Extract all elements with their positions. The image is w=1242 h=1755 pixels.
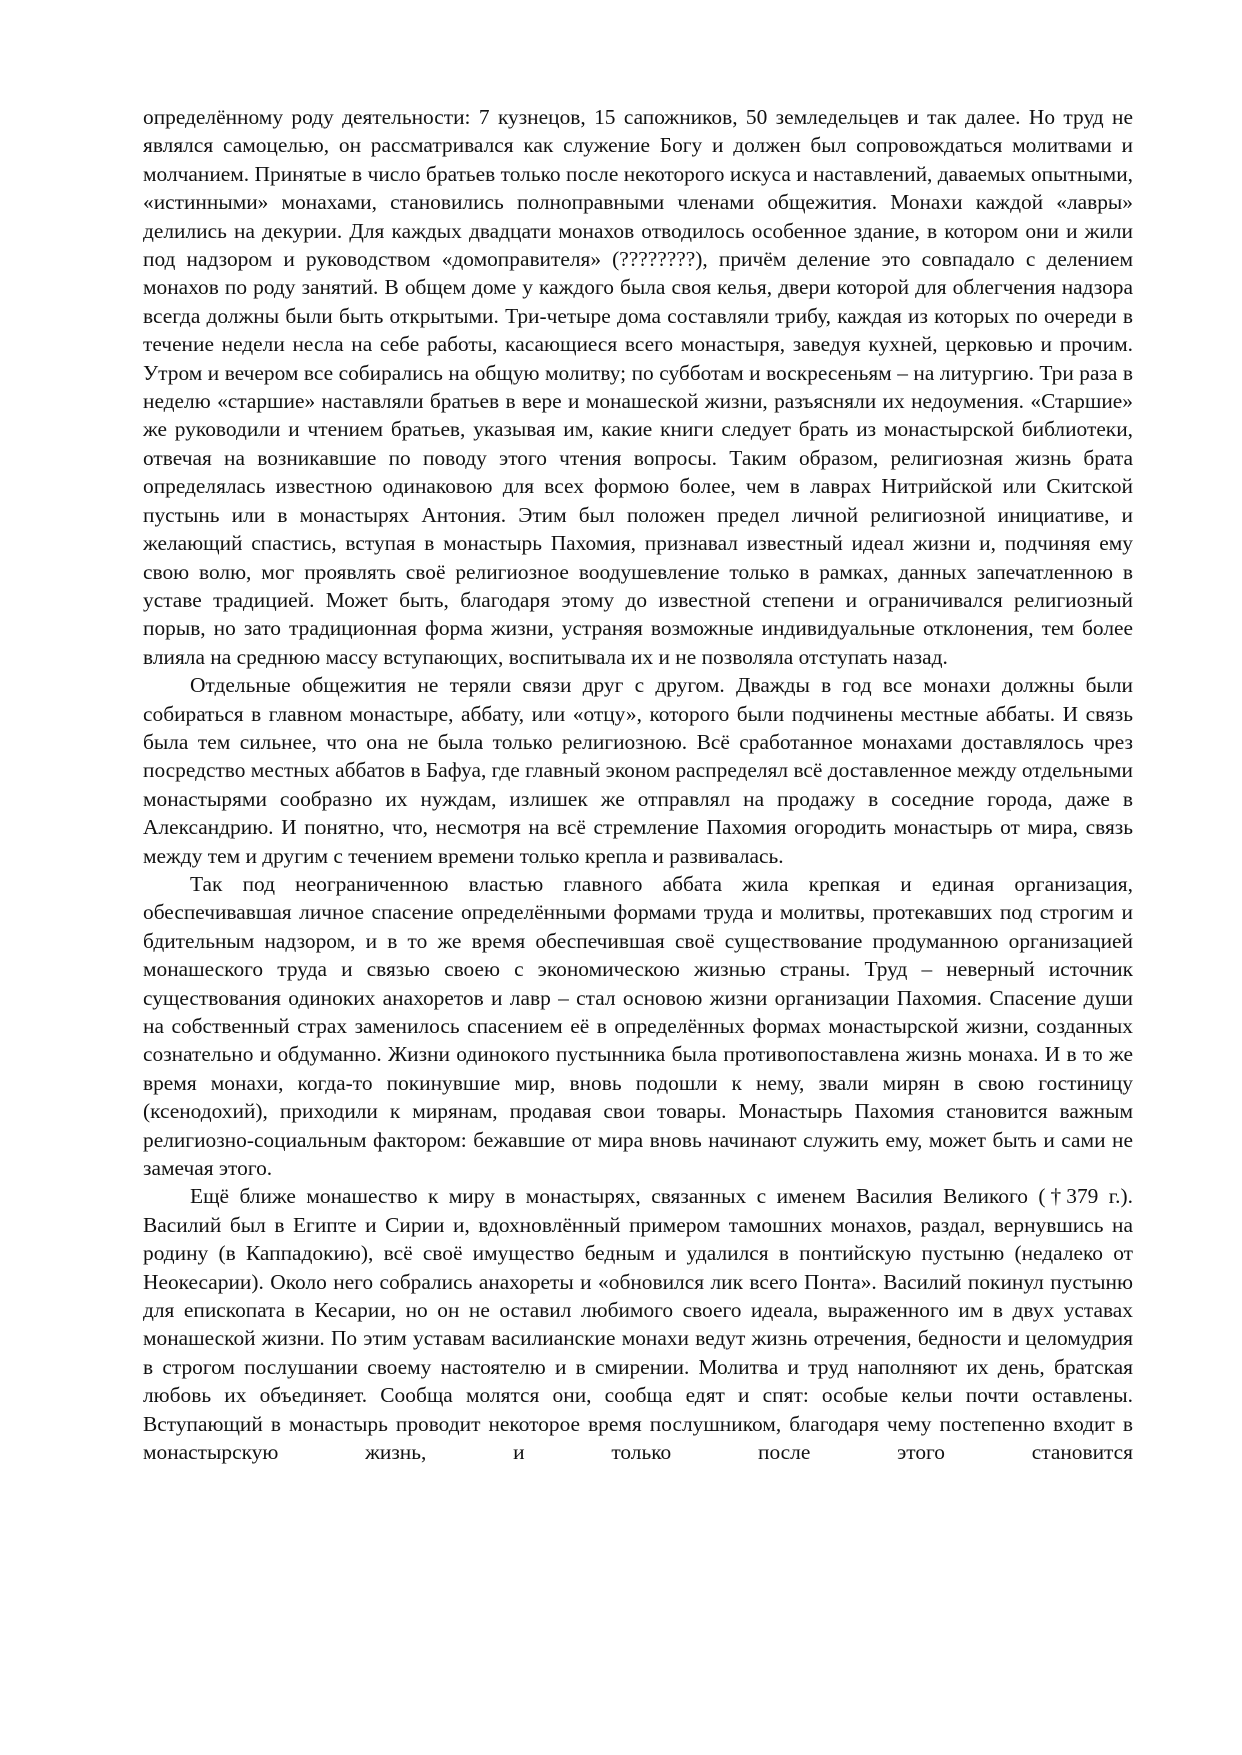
paragraph-4: Ещё ближе монашество к миру в монастырях, связанных с именем Василия Великого (†379 г.). Василий был в Египте и Сирии и, вдохновлённый примером тамошних монахов, раздал, вернувшись на родину (в Каппадокию), всё своё имущество бедным и удалился в понтийскую пустыню (недалеко от Неокесарии). Около него собрались анахореты и «обновился лик всего Понта». Василий покинул пустыню для епископата в Кесарии, но он не оставил любимого своего идеала, выраженного им в двух уставах монашеской жизни. По этим уставам василианские монахи ведут жизнь отречения, бедности и целомудрия в строгом послушании своему настоятелю и в смирении. Молитва и труд наполняют их день, братская любовь их объединяет. Сообща молятся они, сообща едят и спят: особые кельи почти оставлены. Вступающий в монастырь проводит некоторое время послушником, благодаря чему постепенно входит в монастырскую жизнь, и только после этого становится: [143, 1184, 1133, 1465]
paragraph-3: Так под неограниченною властью главного аббата жила крепкая и единая организация, обеспечивавшая личное спасение определёнными формами труда и молитвы, протекавших под строгим и бдительным надзором, и в то же время обеспечившая своё существование продуманною организацией монашеского труда и связью своею с экономическою жизнью страны. Труд – неверный источник существования одиноких анахоретов и лавр – стал основою жизни организации Пахомия. Спасение души на собственный страх заменилось спасением её в определённых формах монастырской жизни, созданных сознательно и обдуманно. Жизни одинокого пустынника была противопоставлена жизнь монаха. И в то же время монахи, когда-то покинувшие мир, вновь подошли к нему, звали мирян в свою гостиницу (ксенодохий), приходили к мирянам, продавая свои товары. Монастырь Пахомия становится важным религиозно-социальным фактором: бежавшие от мира вновь начинают служить ему, может быть и сами не замечая этого.: [143, 871, 1133, 1181]
paragraph-2: Отдельные общежития не теряли связи друг с другом. Дважды в год все монахи должны были собираться в главном монастыре, аббату, или «отцу», которого были подчинены местные аббаты. И связь была тем сильнее, что она не была только религиозною. Всё сработанное монахами доставлялось чрез посредство местных аббатов в Бафуа, где главный эконом распределял всё доставленное между отдельными монастырями сообразно их нуждам, излишек же отправлял на продажу в соседние города, даже в Александрию. И понятно, что, несмотря на всё стремление Пахомия огородить монастырь от мира, связь между тем и другим с течением времени только крепла и развивалась.: [143, 673, 1133, 868]
body-text: [143, 103, 1133, 1467]
paragraph-1: определённому роду деятельности: 7 кузнецов, 15 сапожников, 50 земледельцев и так далее. Но труд не являлся самоцелью, он рассматривался как служение Богу и должен был сопровождаться молитвами и молчанием. Принятые в число братьев только после некоторого искуса и наставлений, даваемых опытными, «истинными» монахами, становились полноправными членами общежития. Монахи каждой «лавры» делились на декурии. Для каждых двадцати монахов отводилось особенное здание, в котором они и жили под надзором и руководством «домоправителя» (????????), причём деление это совпадало с делением монахов по роду занятий. В общем доме у каждого была своя келья, двери которой для облегчения надзора всегда должны были быть открытыми. Три-четыре дома составляли трибу, каждая из которых по очереди в течение недели несла на себе работы, касающиеся всего монастыря, заведуя кухней, церковью и прочим. Утром и вечером все собирались на общую молитву; по субботам и воскресеньям – на литургию. Три раза в неделю «старшие» наставляли братьев в вере и монашеской жизни, разъясняли их недоумения. «Старшие» же руководили и чтением братьев, указывая им, какие книги следует брать из монастырской библиотеки, отвечая на возникавшие по поводу этого чтения вопросы. Таким образом, религиозная жизнь брата определялась известною одинаковою для всех формою более, чем в лаврах Нитрийской или Скитской пустынь или в монастырях Антония. Этим был положен предел личной религиозной инициативе, и желающий спастись, вступая в монастырь Пахомия, признавал известный идеал жизни и, подчиняя ему свою волю, мог проявлять своё религиозное воодушевление только в рамках, данных запечатленною в уставе традицией. Может быть, благодаря этому до известной степени и ограничивался религиозный порыв, но зато традиционная форма жизни, устраняя возможные индивидуальные отклонения, тем более влияла на среднюю массу вступающих, воспитывала их и не позволяла отступать назад.: [143, 105, 1133, 669]
